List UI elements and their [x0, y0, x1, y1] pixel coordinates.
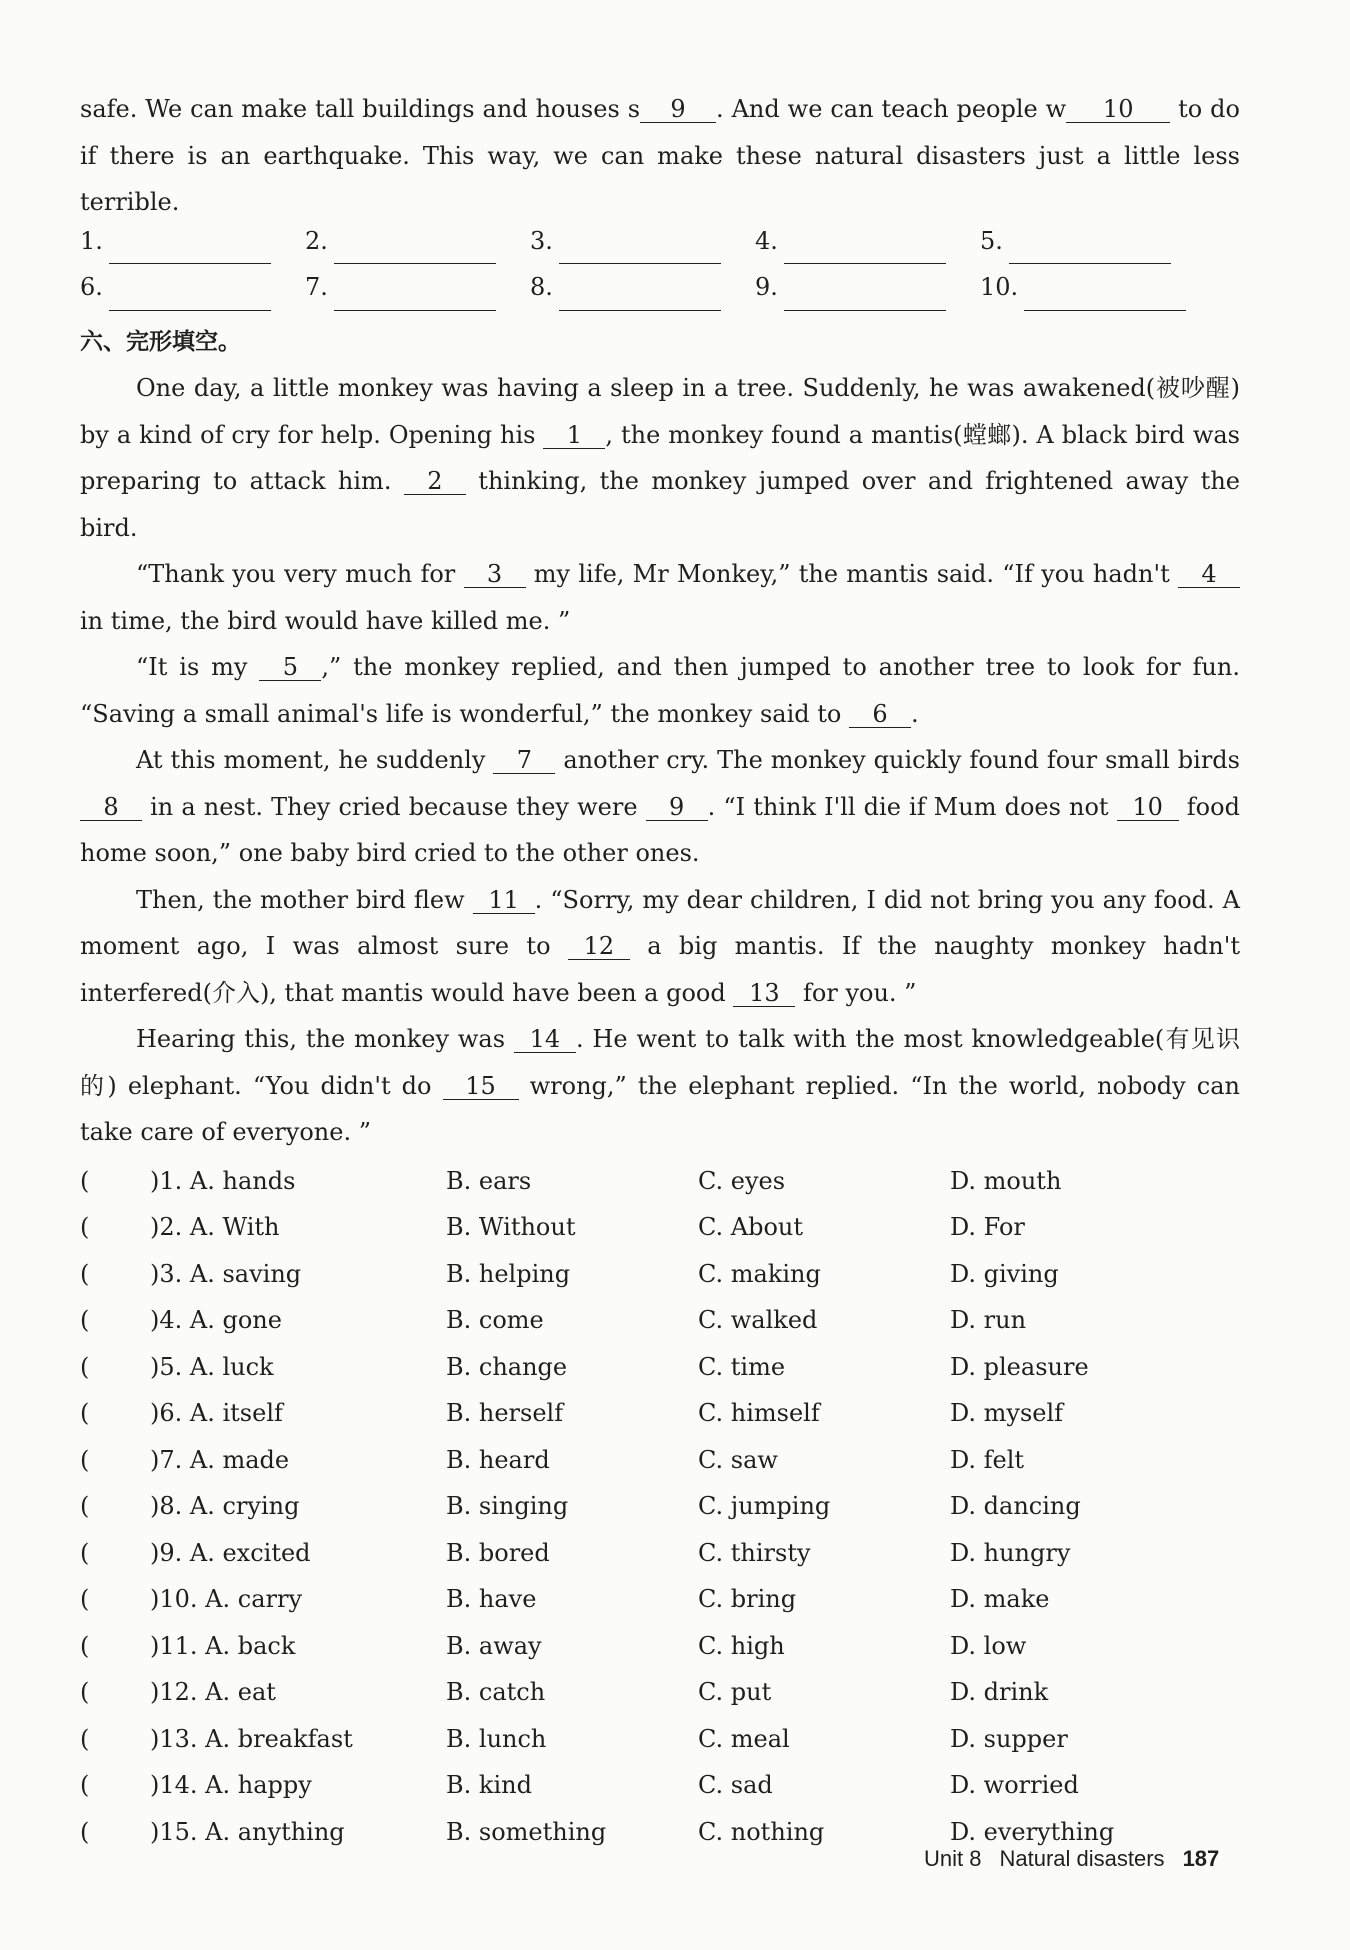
answer-number: 1.: [80, 226, 103, 255]
option-b: B. heard: [446, 1445, 550, 1474]
answer-paren[interactable]: [80, 1623, 150, 1670]
cloze-blank-3[interactable]: 3: [464, 561, 526, 588]
passage-text: food home soon,” one baby bird cried to the other ones.: [80, 792, 1240, 867]
cloze-blank-8[interactable]: 8: [80, 794, 142, 821]
paren-open: (: [80, 1306, 90, 1334]
answer-item: [980, 264, 1205, 319]
option-c: C. bring: [698, 1585, 797, 1613]
question-row: [80, 1158, 1240, 1205]
option-b: B. Without: [446, 1213, 576, 1241]
option-d: D. worried: [950, 1771, 1079, 1799]
option-a: )12. A. eat: [150, 1678, 276, 1706]
passage-text: Then, the mother bird flew: [136, 885, 465, 914]
option-a: )13. A. breakfast: [150, 1724, 353, 1753]
passage-text: At this moment, he suddenly: [136, 746, 486, 774]
cloze-paragraph-1: [80, 365, 1240, 551]
passage-text: to do if there is an earthquake. This way, we can make these natural disasters just a little less terrible.: [80, 95, 1240, 216]
option-c: C. put: [698, 1678, 772, 1706]
option-c: C. making: [698, 1259, 821, 1288]
option-d: D. run: [950, 1306, 1027, 1334]
answer-row: [80, 272, 1240, 319]
previous-passage-end: [80, 86, 1240, 226]
option-b: B. change: [446, 1352, 568, 1381]
option-b: B. ears: [446, 1166, 532, 1195]
answer-lines: [80, 226, 1240, 319]
blank-10[interactable]: 10: [1066, 96, 1170, 123]
option-d: D. hungry: [950, 1538, 1071, 1567]
paren-open: (: [80, 1213, 90, 1241]
passage-text: in time, the bird would have killed me. ”: [80, 606, 571, 635]
answer-number: 10.: [980, 273, 1019, 301]
answer-number: 4.: [755, 226, 778, 255]
option-a: )7. A. made: [150, 1445, 290, 1474]
section-title: 六、完形填空。: [80, 328, 241, 355]
answer-paren[interactable]: [80, 1204, 150, 1251]
option-b: B. away: [446, 1631, 542, 1660]
option-c: C. saw: [698, 1445, 778, 1474]
option-d: D. supper: [950, 1724, 1068, 1753]
option-a: )2. A. With: [150, 1213, 280, 1241]
option-a: )8. A. crying: [150, 1492, 300, 1520]
option-c: C. high: [698, 1631, 785, 1660]
answer-field-7[interactable]: [334, 290, 496, 311]
option-c: C. walked: [698, 1306, 818, 1334]
option-b: B. come: [446, 1306, 544, 1334]
cloze-blank-2[interactable]: 2: [404, 468, 466, 495]
option-c: C. sad: [698, 1771, 773, 1799]
option-d: D. myself: [950, 1399, 1064, 1427]
paren-open: (: [80, 1445, 90, 1474]
answer-field-5[interactable]: [1009, 243, 1171, 264]
option-a: )11. A. back: [150, 1631, 296, 1660]
paren-open: (: [80, 1352, 90, 1381]
passage-text: thinking, the monkey jumped over and frightened away the bird.: [80, 467, 1240, 542]
cloze-blank-6[interactable]: 6: [849, 701, 911, 728]
option-a: )4. A. gone: [150, 1306, 282, 1334]
answer-number: 7.: [305, 273, 328, 301]
cloze-blank-13[interactable]: 13: [733, 980, 795, 1007]
cloze-blank-5[interactable]: 5: [259, 654, 321, 681]
answer-field-3[interactable]: [559, 243, 721, 264]
answer-paren[interactable]: [80, 1762, 150, 1809]
option-d: D. drink: [950, 1678, 1049, 1706]
option-b: B. herself: [446, 1399, 564, 1427]
answer-number: 9.: [755, 273, 778, 301]
passage-text: . And we can teach people w: [716, 95, 1067, 123]
answer-paren[interactable]: [80, 1809, 150, 1856]
option-d: D. low: [950, 1631, 1027, 1660]
passage-text: One day, a little monkey was having a sleep in a tree. Suddenly, he was awakened(被吵醒) by a kind of cry for help. Opening his: [80, 374, 1240, 449]
option-b: B. lunch: [446, 1724, 547, 1753]
paren-open: (: [80, 1724, 90, 1753]
page-content: [80, 86, 1240, 1855]
question-row: [80, 1762, 1240, 1809]
paren-open: (: [80, 1817, 90, 1846]
option-d: D. dancing: [950, 1492, 1081, 1520]
answer-item: [530, 264, 755, 319]
paren-open: (: [80, 1399, 90, 1427]
answer-number: 5.: [980, 226, 1003, 255]
cloze-blank-15[interactable]: 15: [443, 1073, 519, 1100]
answer-field-4[interactable]: [784, 243, 946, 264]
answer-field-2[interactable]: [334, 243, 496, 264]
passage-text: , the monkey found a mantis(螳螂). A black bird was preparing to attack him.: [80, 420, 1240, 495]
footer-title: Natural disasters: [999, 1846, 1165, 1871]
cloze-paragraph-2: [80, 551, 1240, 644]
paren-open: (: [80, 1492, 90, 1520]
passage-text: “Thank you very much for: [136, 560, 456, 588]
option-d: D. giving: [950, 1259, 1059, 1288]
paren-open: (: [80, 1771, 90, 1799]
paren-open: (: [80, 1631, 90, 1660]
cloze-blank-14[interactable]: 14: [514, 1026, 576, 1053]
cloze-blank-7[interactable]: 7: [493, 747, 555, 774]
question-row: [80, 1576, 1240, 1623]
answer-paren[interactable]: [80, 1669, 150, 1716]
answer-paren[interactable]: [80, 1158, 150, 1205]
question-row: [80, 1251, 1240, 1298]
question-row: [80, 1530, 1240, 1577]
cloze-paragraph-4: [80, 737, 1240, 877]
option-a: )3. A. saving: [150, 1259, 302, 1288]
question-row: [80, 1716, 1240, 1763]
answer-number: 8.: [530, 273, 553, 301]
question-options: [80, 1158, 1240, 1856]
option-a: )14. A. happy: [150, 1771, 312, 1799]
answer-field-9[interactable]: [784, 290, 946, 311]
answer-field-10[interactable]: [1024, 290, 1186, 311]
option-c: C. nothing: [698, 1817, 825, 1846]
passage-text: wrong,” the elephant replied. “In the world, nobody can take care of everyone. ”: [80, 1071, 1240, 1146]
paren-open: (: [80, 1166, 90, 1195]
answer-paren[interactable]: [80, 1251, 150, 1298]
answer-paren[interactable]: [80, 1437, 150, 1484]
option-c: C. thirsty: [698, 1538, 811, 1567]
option-d: D. make: [950, 1585, 1050, 1613]
option-d: D. mouth: [950, 1166, 1062, 1195]
option-d: D. pleasure: [950, 1352, 1089, 1381]
question-row: [80, 1297, 1240, 1344]
option-d: D. felt: [950, 1445, 1025, 1474]
answer-paren[interactable]: [80, 1576, 150, 1623]
question-row: [80, 1483, 1240, 1530]
paren-open: (: [80, 1259, 90, 1288]
option-b: B. catch: [446, 1678, 546, 1706]
option-d: D. For: [950, 1213, 1025, 1241]
passage-text: ,” the monkey replied, and then jumped to another tree to look for fun. “Saving a small animal's life is wonderful,” the monkey said to: [80, 653, 1240, 728]
page-footer: [924, 1846, 1219, 1872]
option-a: )15. A. anything: [150, 1817, 345, 1846]
page-number: 187: [1182, 1846, 1220, 1871]
cloze-paragraph-3: [80, 644, 1240, 737]
cloze-blank-4[interactable]: 4: [1178, 561, 1240, 588]
answer-paren[interactable]: [80, 1483, 150, 1530]
passage-text: another cry. The monkey quickly found four small birds: [563, 746, 1240, 774]
answer-number: 6.: [80, 273, 103, 301]
paren-open: (: [80, 1538, 90, 1567]
question-row: [80, 1344, 1240, 1391]
passage-text: . “I think I'll die if Mum does not: [707, 792, 1109, 821]
option-c: C. eyes: [698, 1166, 786, 1195]
answer-field-6[interactable]: [109, 290, 271, 311]
option-c: C. himself: [698, 1399, 820, 1427]
option-b: B. have: [446, 1585, 537, 1613]
answer-item: [305, 264, 530, 319]
footer-unit: Unit 8: [924, 1846, 982, 1871]
passage-text: Hearing this, the monkey was: [136, 1025, 506, 1053]
passage-text: for you. ”: [803, 978, 917, 1007]
option-d: D. everything: [950, 1817, 1115, 1846]
answer-field-1[interactable]: [109, 243, 271, 264]
passage-text: . “Sorry, my dear children, I did not bring you any food. A moment ago, I was almost sure to: [80, 885, 1241, 960]
passage-text: “It is my: [136, 653, 248, 681]
answer-paren[interactable]: [80, 1390, 150, 1437]
answer-paren[interactable]: [80, 1344, 150, 1391]
blank-9[interactable]: 9: [640, 96, 716, 123]
question-row: [80, 1623, 1240, 1670]
answer-item: [755, 264, 980, 319]
answer-item: [80, 264, 305, 319]
paren-open: (: [80, 1585, 90, 1613]
passage-text: a big mantis. If the naughty monkey hadn't interfered(介入), that mantis would have been a good: [80, 932, 1240, 1007]
option-b: B. helping: [446, 1259, 571, 1288]
option-b: B. bored: [446, 1538, 550, 1567]
option-a: )9. A. excited: [150, 1538, 311, 1567]
cloze-paragraph-5: [80, 877, 1240, 1017]
option-a: )1. A. hands: [150, 1166, 296, 1195]
cloze-blank-9[interactable]: 9: [646, 794, 708, 821]
answer-paren[interactable]: [80, 1716, 150, 1763]
cloze-paragraph-6: [80, 1016, 1240, 1156]
passage-text: .: [911, 699, 919, 728]
option-b: B. something: [446, 1817, 607, 1846]
passage-text: . He went to talk with the most knowledgeable(有见识的) elephant. “You didn't do: [80, 1025, 1240, 1100]
passage-text: safe. We can make tall buildings and houses s: [80, 95, 641, 123]
answer-number: 2.: [305, 226, 328, 255]
answer-field-8[interactable]: [559, 290, 721, 311]
option-a: )10. A. carry: [150, 1585, 303, 1613]
answer-paren[interactable]: [80, 1530, 150, 1577]
option-c: C. About: [698, 1213, 804, 1241]
option-c: C. jumping: [698, 1492, 831, 1520]
question-row: [80, 1204, 1240, 1251]
question-row: [80, 1669, 1240, 1716]
cloze-blank-10[interactable]: 10: [1117, 794, 1179, 821]
option-b: B. kind: [446, 1771, 532, 1799]
answer-paren[interactable]: [80, 1297, 150, 1344]
answer-number: 3.: [530, 226, 553, 255]
option-b: B. singing: [446, 1492, 569, 1520]
question-row: [80, 1437, 1240, 1484]
question-row: [80, 1390, 1240, 1437]
option-c: C. time: [698, 1352, 786, 1381]
option-a: )6. A. itself: [150, 1399, 283, 1427]
passage-text: my life, Mr Monkey,” the mantis said. “If you hadn't: [533, 560, 1170, 588]
option-c: C. meal: [698, 1724, 790, 1753]
passage-text: in a nest. They cried because they were: [150, 792, 638, 821]
cloze-blank-12[interactable]: 12: [568, 933, 630, 960]
option-a: )5. A. luck: [150, 1352, 274, 1381]
cloze-blank-1[interactable]: 1: [543, 422, 605, 449]
cloze-blank-11[interactable]: 11: [473, 887, 535, 914]
paren-open: (: [80, 1678, 90, 1706]
